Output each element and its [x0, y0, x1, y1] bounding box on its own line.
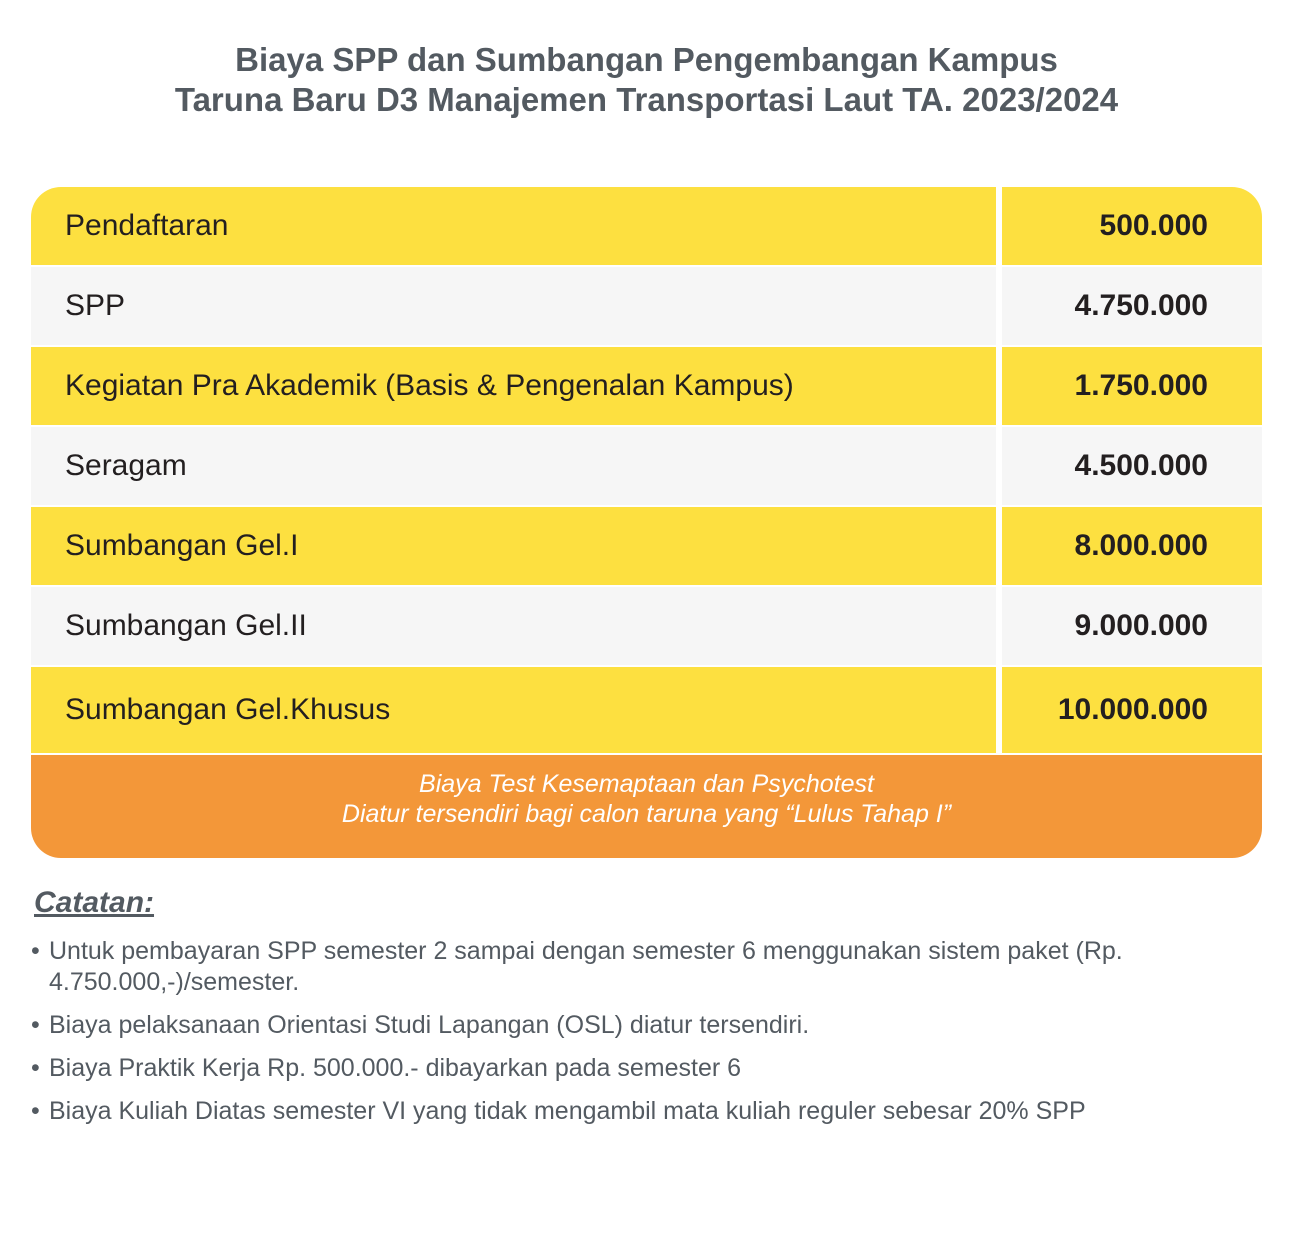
- fee-row: [31, 267, 1262, 345]
- bullet-icon: •: [31, 1011, 40, 1039]
- fee-label: Sumbangan Gel.II: [31, 587, 996, 665]
- list-item: [31, 1053, 1271, 1084]
- fee-row: [31, 187, 1262, 265]
- fee-amount: 8.000.000: [1002, 507, 1262, 585]
- test-fee-note-line-2: Diatur tersendiri bagi calon taruna yang “Lulus Tahap I”: [341, 800, 952, 828]
- fee-amount: 9.000.000: [1002, 587, 1262, 665]
- fee-amount: 10.000.000: [1002, 667, 1262, 753]
- fee-label: Sumbangan Gel.I: [31, 507, 996, 585]
- note-text: Biaya Kuliah Diatas semester VI yang tidak mengambil mata kuliah reguler sebesar 20% SPP: [49, 1097, 1086, 1125]
- page-title: [0, 40, 1293, 120]
- fee-label: Seragam: [31, 427, 996, 505]
- bullet-icon: •: [31, 937, 40, 965]
- fee-label: Pendaftaran: [31, 187, 996, 265]
- test-fee-note: [31, 755, 1262, 858]
- fee-amount: 4.750.000: [1002, 267, 1262, 345]
- list-item: [31, 1096, 1271, 1127]
- fee-table: [31, 187, 1262, 858]
- notes-heading: Catatan:: [34, 886, 155, 919]
- title-line-1: Biaya SPP dan Sumbangan Pengembangan Kampus: [235, 41, 1058, 78]
- fee-amount: 4.500.000: [1002, 427, 1262, 505]
- bullet-icon: •: [31, 1054, 40, 1082]
- fee-label: Sumbangan Gel.Khusus: [31, 667, 996, 753]
- fee-row: [31, 347, 1262, 425]
- test-fee-note-line-1: Biaya Test Kesemaptaan dan Psychotest: [419, 770, 874, 798]
- title-line-2: Taruna Baru D3 Manajemen Transportasi Laut TA. 2023/2024: [174, 81, 1119, 118]
- note-text: Biaya pelaksanaan Orientasi Studi Lapangan (OSL) diatur tersendiri.: [49, 1011, 810, 1039]
- fee-row: [31, 507, 1262, 585]
- fee-row: [31, 667, 1262, 753]
- fee-row: [31, 587, 1262, 665]
- bullet-icon: •: [31, 1097, 40, 1125]
- note-text: Untuk pembayaran SPP semester 2 sampai dengan semester 6 menggunakan sistem paket (Rp. 4.750.000,-)/semester.: [49, 937, 1123, 996]
- list-item: [31, 1010, 1271, 1041]
- notes-list: [31, 936, 1271, 1139]
- fee-row: [31, 427, 1262, 505]
- fee-amount: 500.000: [1002, 187, 1262, 265]
- fee-amount: 1.750.000: [1002, 347, 1262, 425]
- fee-label: Kegiatan Pra Akademik (Basis & Pengenalan Kampus): [31, 347, 996, 425]
- note-text: Biaya Praktik Kerja Rp. 500.000.- dibayarkan pada semester 6: [49, 1054, 742, 1082]
- fee-label: SPP: [31, 267, 996, 345]
- list-item: [31, 936, 1271, 998]
